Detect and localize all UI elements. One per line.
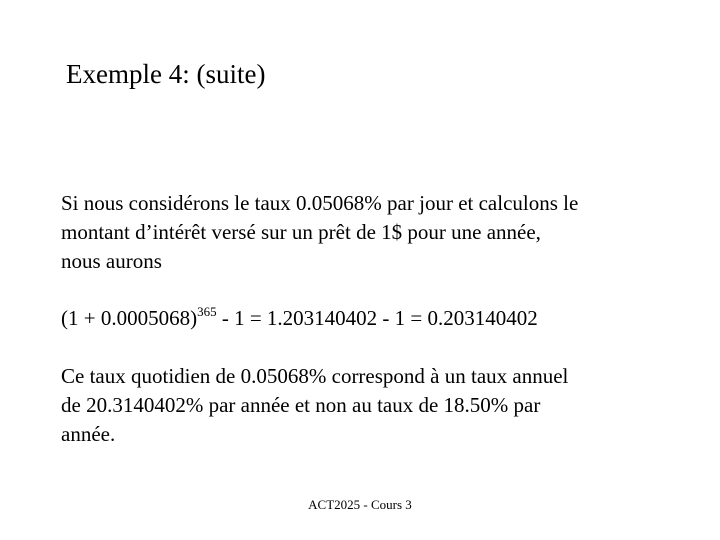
text-line: Si nous considérons le taux 0.05068% par jour et calculons le — [61, 191, 579, 215]
text-line: montant d’intérêt versé sur un prêt de 1$ pour une année, — [61, 220, 541, 244]
formula-exponent: 365 — [197, 304, 217, 319]
text-line: de 20.3140402% par année et non au taux de 18.50% par — [61, 393, 541, 417]
conclusion-paragraph — [61, 362, 671, 449]
slide-title: Exemple 4: (suite) — [66, 59, 266, 89]
formula-line — [61, 304, 671, 333]
text-line: Ce taux quotidien de 0.05068% correspond à un taux annuel — [61, 364, 569, 388]
formula-result: - 1 = 1.203140402 - 1 = 0.203140402 — [216, 306, 538, 330]
formula — [61, 304, 671, 333]
slide-footer: ACT2025 - Cours 3 — [308, 497, 412, 512]
intro-paragraph — [61, 189, 671, 276]
text-line: année. — [61, 422, 116, 446]
text-line: nous aurons — [61, 249, 162, 273]
formula-base: (1 + 0.0005068) — [61, 306, 198, 330]
